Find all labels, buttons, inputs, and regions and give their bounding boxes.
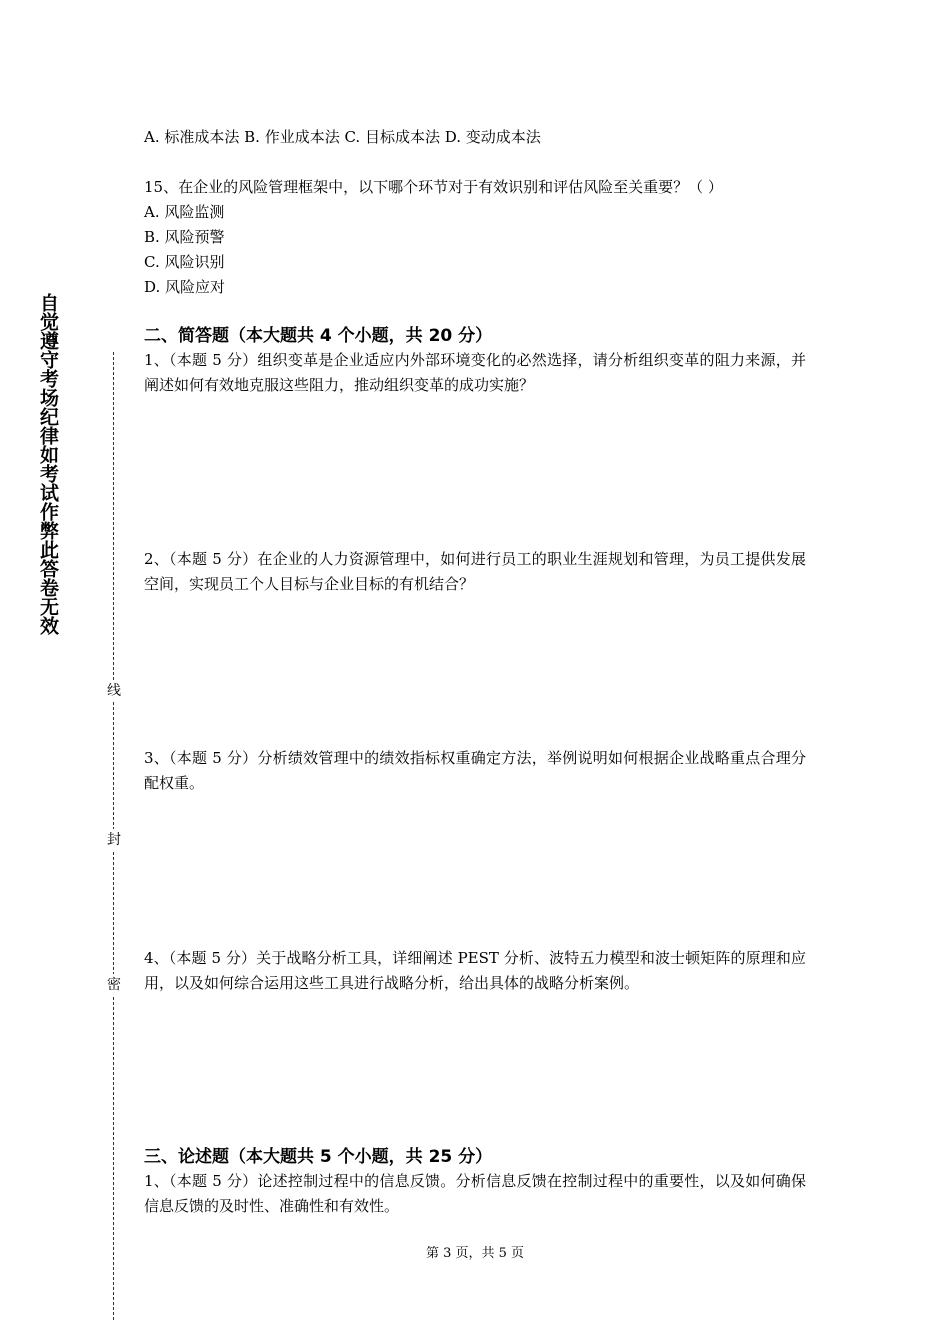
q15-option-a: A. 风险监测 [144,203,225,221]
q14-options: A. 标准成本法 B. 作业成本法 C. 目标成本法 D. 变动成本法 [144,128,541,146]
q15-option-b: B. 风险预警 [144,228,225,246]
section2-question-3: 3、（本题 5 分）分析绩效管理中的绩效指标权重确定方法，举例说明如何根据企业战略重点合理分配权重。 [144,749,806,792]
section2-title: 二、简答题（本大题共 4 个小题，共 20 分） [144,326,493,346]
exam-discipline-notice: 自觉遵守考场纪律如考试作弊此答卷无效 [37,293,59,635]
cut-label-seal: 封 [104,829,124,851]
section2-question-4: 4、（本题 5 分）关于战略分析工具，详细阐述 PEST 分析、波特五力模型和波士顿矩阵的原理和应用，以及如何综合运用这些工具进行战略分析，给出具体的战略分析案例。 [144,949,806,992]
section3-title: 三、论述题（本大题共 5 个小题，共 25 分） [144,1147,493,1167]
section2-question-1: 1、（本题 5 分）组织变革是企业适应内外部环境变化的必然选择，请分析组织变革的阻力来源，并阐述如何有效地克服这些阻力，推动组织变革的成功实施？ [144,351,806,394]
page-number: 第 3 页，共 5 页 [425,1246,525,1261]
section3-question-1: 1、（本题 5 分）论述控制过程中的信息反馈。分析信息反馈在控制过程中的重要性，以及如何确保信息反馈的及时性、准确性和有效性。 [144,1172,806,1215]
q15-option-c: C. 风险识别 [144,253,225,271]
q15-stem: 15、在企业的风险管理框架中，以下哪个环节对于有效识别和评估风险至关重要？（ ） [144,178,723,196]
q15-option-d: D. 风险应对 [144,278,226,296]
section2-question-2: 2、（本题 5 分）在企业的人力资源管理中，如何进行员工的职业生涯规划和管理，为员工提供发展空间，实现员工个人目标与企业目标的有机结合？ [144,550,806,593]
cut-label-secret: 密 [104,974,124,996]
cut-label-line: 线 [104,680,124,702]
